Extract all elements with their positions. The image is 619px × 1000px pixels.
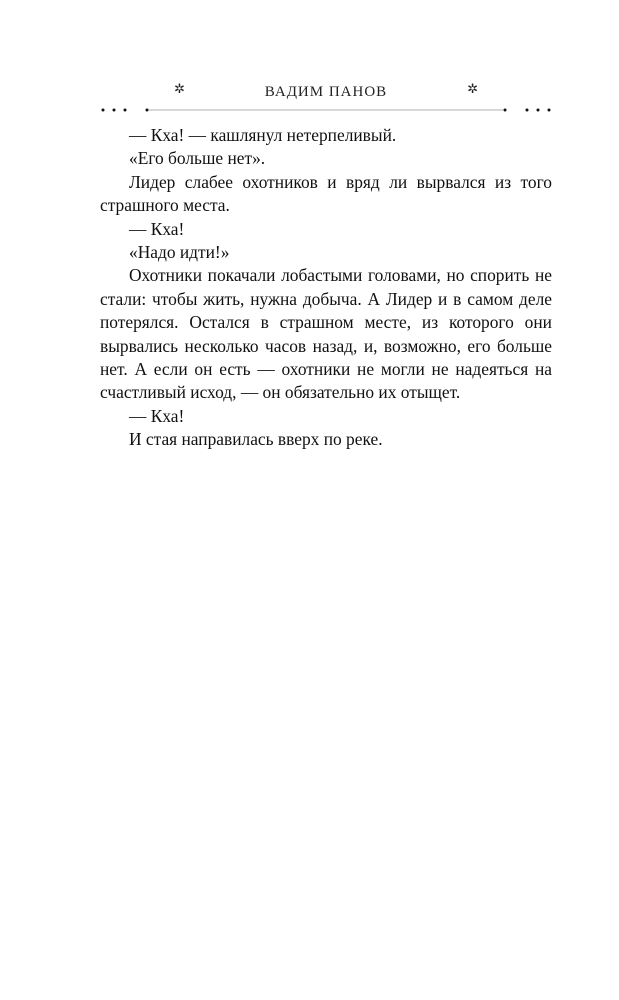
rule-dot: [526, 109, 529, 112]
paragraph: «Надо идти!»: [129, 242, 230, 263]
star-ornament-icon: ✲: [467, 81, 478, 96]
rule-dot: [124, 109, 127, 112]
rule-dot: [102, 109, 105, 112]
rule-dot: [537, 109, 540, 112]
paragraph: — Кха!: [129, 218, 185, 239]
paragraph: И стая направилась вверх по реке.: [129, 429, 383, 450]
body-text: [100, 124, 552, 452]
rule-dot: [504, 109, 507, 112]
paragraph: «Его больше нет».: [129, 148, 266, 169]
paragraph: Лидер слабее охотников и вряд ли вырвался из того страшного места.: [100, 171, 552, 216]
header-dot-rule: [100, 107, 552, 113]
rule-dot: [113, 109, 116, 112]
star-ornament-icon: ✲: [174, 81, 185, 96]
paragraph: — Кха!: [129, 405, 185, 426]
running-head: [100, 82, 552, 112]
paragraph: — Кха! — кашлянул нетерпеливый.: [129, 125, 397, 145]
author-name: ВАДИМ ПАНОВ: [264, 84, 388, 100]
rule-dot: [548, 109, 551, 112]
rule-dot: [146, 109, 149, 112]
paragraph: Охотники покачали лобастыми головами, но спорить не стали: чтобы жить, нужна добыча. А Лидер и в самом деле потерялся. Остался в страшном месте, из которого они вырвались несколько часов назад, и, возможно, его больше нет. А если он есть — охотники не могли не надеяться на счастливый исход, — он обязательно их отыщет.: [100, 265, 552, 403]
